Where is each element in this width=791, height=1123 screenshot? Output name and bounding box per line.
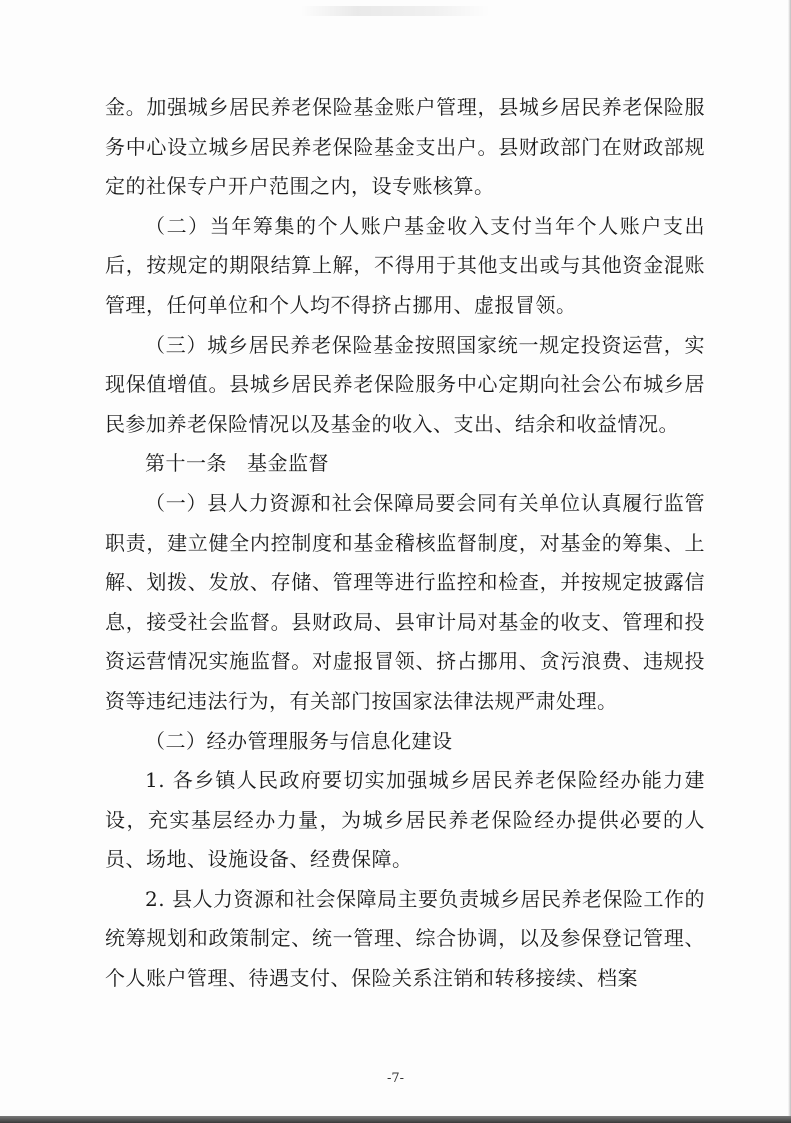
paragraph-supervision: （一）县人力资源和社会保障局要会同有关单位认真履行监管职责，建立健全内控制度和基金稽核监督制度，对基金的筹集、上解、划拨、发放、存储、管理等进行监控和检查，并按规定披露信息，接受社会监督。县财政局、县审计局对基金的收支、管理和投资运营情况实施监督。对虚报冒领、挤占挪用、贪污浪费、违规投资等违纪违法行为，有关部门按国家法律法规严肃处理。 bbox=[105, 490, 705, 713]
scan-edge-bottom bbox=[0, 1116, 791, 1123]
paragraph-individual-account: （二）当年筹集的个人账户基金收入支付当年个人账户支出后，按规定的期限结算上解，不得用于其他支出或与其他资金混账管理，任何单位和个人均不得挤占挪用、虚报冒领。 bbox=[105, 213, 705, 317]
paragraph-item-1: 1. 各乡镇人民政府要切实加强城乡居民养老保险经办能力建设，充实基层经办力量，为城乡居民养老保险经办提供必要的人员、场地、设施设备、经费保障。 bbox=[105, 768, 705, 872]
paragraph-investment: （三）城乡居民养老保险基金按照国家统一规定投资运营，实现保值增值。县城乡居民养老保险服务中心定期向社会公布城乡居民参加养老保险情况以及基金的收入、支出、结余和收益情况。 bbox=[105, 332, 705, 436]
paragraph-fund-account: 金。加强城乡居民养老保险基金账户管理，县城乡居民养老保险服务中心设立城乡居民养老保险基金支出户。县财政部门在财政部规定的社保专户开户范围之内，设专账核算。 bbox=[105, 95, 705, 199]
article-number: 第十一条 bbox=[145, 451, 227, 476]
page-number: -7- bbox=[386, 1071, 405, 1086]
document-body bbox=[105, 88, 705, 999]
paragraph-subheading-service: （二）经办管理服务与信息化建设 bbox=[145, 728, 453, 753]
article-title: 基金监督 bbox=[247, 451, 329, 476]
article-heading bbox=[105, 444, 705, 484]
paragraph-item-2: 2. 县人力资源和社会保障局主要负责城乡居民养老保险工作的统筹规划和政策制定、统一管理、综合协调，以及参保登记管理、个人账户管理、待遇支付、保险关系注销和转移接续、档案 bbox=[105, 886, 705, 991]
scan-smudge bbox=[300, 6, 490, 16]
